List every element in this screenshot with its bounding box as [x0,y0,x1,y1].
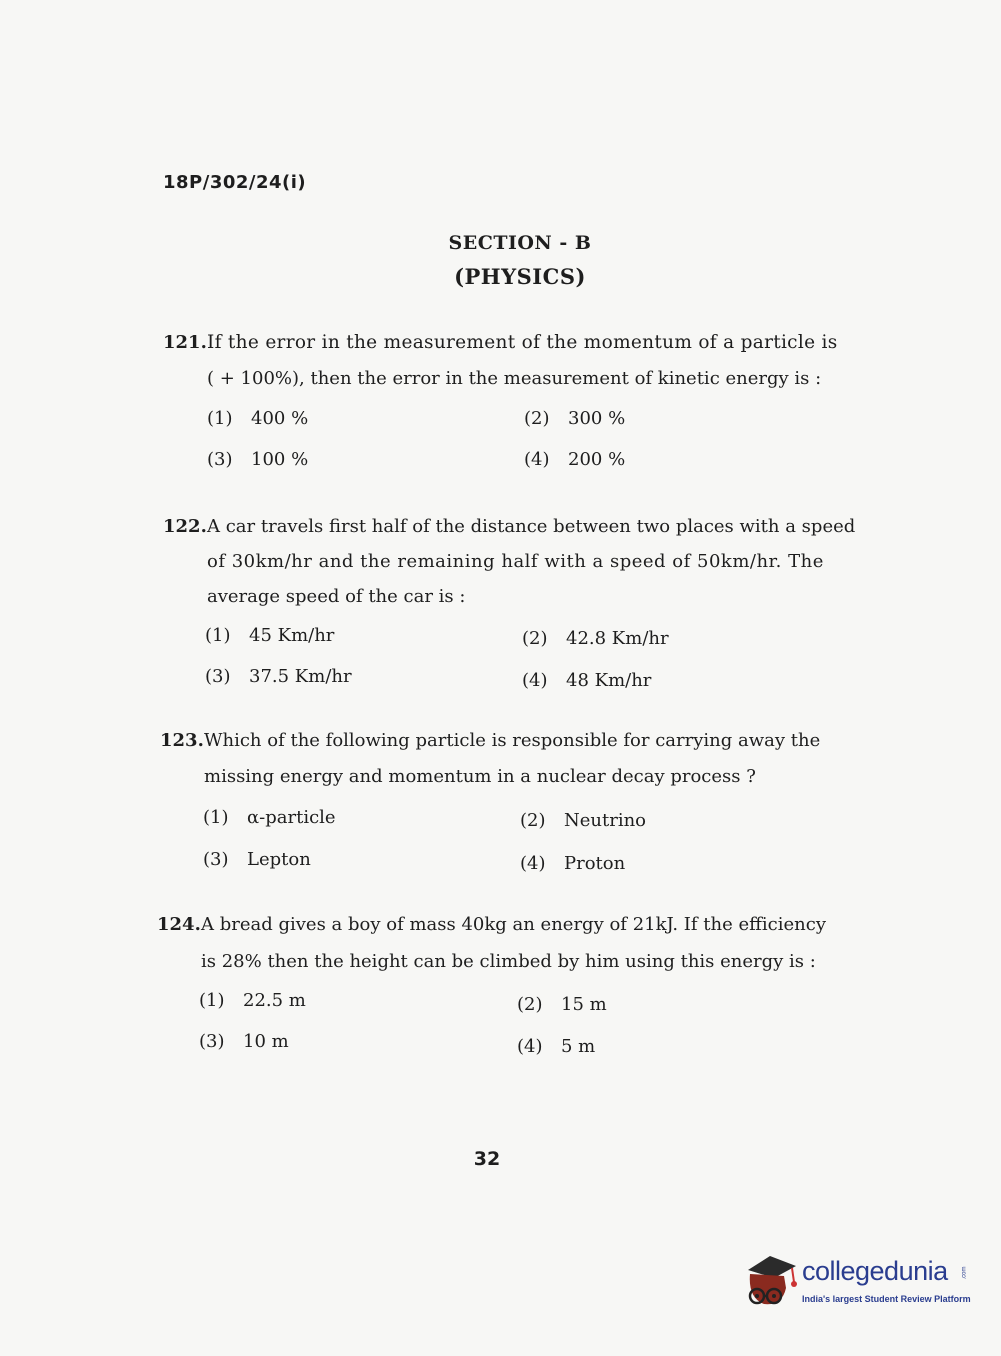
option-number: (4) [520,853,546,874]
option-text: 48 Km/hr [566,670,652,691]
question-123 [160,730,840,800]
question-number: 121. [163,332,207,353]
option-text: Lepton [247,849,311,870]
option [520,810,646,831]
paper-code: 18P/302/24(i) [163,172,307,193]
question-124 [157,914,837,984]
option [203,807,336,828]
option [522,670,651,691]
option [520,853,625,874]
option-text: Proton [564,853,626,874]
question-text-line: of 30km/hr and the remaining half with a speed of 50km/hr. The [207,551,824,572]
option [205,625,334,646]
option-text: 400 % [251,408,309,429]
question-text-line: is 28% then the height can be climbed by him using this energy is : [201,951,816,972]
option [199,1031,289,1052]
option [524,449,625,470]
option [205,666,352,687]
question-text-line: A car travels first half of the distance between two places with a speed [207,516,856,537]
question-number: 123. [160,730,204,751]
option-text: 15 m [561,994,607,1015]
question-text-line: A bread gives a boy of mass 40kg an energy of 21kJ. If the efficiency [201,914,826,935]
option-number: (2) [520,810,546,831]
option-text: 45 Km/hr [249,625,335,646]
option-text: 200 % [568,449,626,470]
option-text: 5 m [561,1036,596,1057]
option-text: Neutrino [564,810,647,831]
option-number: (4) [517,1036,543,1057]
question-text-line: average speed of the car is : [207,586,466,607]
option-number: (2) [524,408,550,429]
mascot-icon [740,1248,802,1312]
brand-name: collegedunia [802,1256,948,1286]
option-number: (4) [524,449,550,470]
option-number: (1) [205,625,231,646]
question-number: 124. [157,914,201,935]
collegedunia-watermark [740,1248,970,1318]
option-text: 10 m [243,1031,289,1052]
option [207,449,308,470]
section-subtitle: (PHYSICS) [454,264,586,289]
page-number: 32 [473,1148,501,1170]
option-text: 300 % [568,408,626,429]
option-text: 37.5 Km/hr [249,666,352,687]
question-text-line: ( + 100%), then the error in the measurement of kinetic energy is : [207,368,822,389]
brand-suffix: .com [961,1266,968,1280]
option [207,408,308,429]
question-text-line: missing energy and momentum in a nuclear decay process ? [204,766,756,787]
option-number: (1) [207,408,233,429]
option-number: (4) [522,670,548,691]
option-number: (1) [203,807,229,828]
question-text-line: If the error in the measurement of the momentum of a particle is [207,332,838,353]
brand-tagline: India's largest Student Review Platform [802,1294,971,1304]
option-text: 100 % [251,449,309,470]
question-122 [163,516,856,616]
option [517,994,607,1015]
option-text: 22.5 m [243,990,306,1011]
option-number: (1) [199,990,225,1011]
section-title: SECTION - B [448,232,592,254]
option-number: (3) [207,449,233,470]
option [524,408,625,429]
option-text: α-particle [247,807,336,828]
option [199,990,306,1011]
option [203,849,311,870]
option [522,628,669,649]
option-text: 42.8 Km/hr [566,628,669,649]
option [517,1036,595,1057]
option-number: (3) [205,666,231,687]
option-number: (3) [203,849,229,870]
question-number: 122. [163,516,207,537]
option-number: (2) [517,994,543,1015]
option-number: (3) [199,1031,225,1052]
question-text-line: Which of the following particle is responsible for carrying away the [204,730,821,751]
option-number: (2) [522,628,548,649]
